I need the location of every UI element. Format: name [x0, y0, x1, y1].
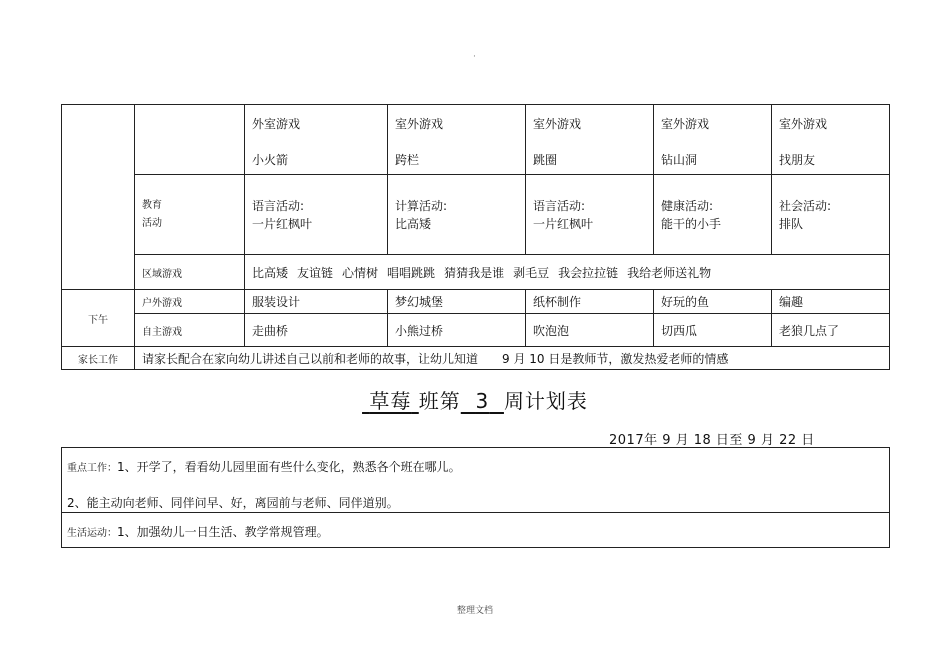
- region-cell: 比高矮 友谊链 心情树 唱唱跳跳 猜猜我是谁 剥毛豆 我会拉拉链 我给老师送礼物: [245, 255, 890, 290]
- table-row: [62, 105, 890, 175]
- title-mid: 班第: [418, 389, 461, 413]
- focus-line-1: 重点工作：1、开学了，看看幼儿园里面有些什么变化，熟悉各个班在哪儿。: [67, 460, 461, 474]
- education-cell: 计算活动: 比高矮: [388, 175, 526, 255]
- empty-cell: [62, 105, 135, 290]
- schedule-table: [61, 104, 890, 370]
- empty-cell: [135, 105, 245, 175]
- education-cell: 健康活动: 能干的小手: [654, 175, 772, 255]
- table-row: [62, 290, 890, 314]
- afternoon-cell: 梦幻城堡: [388, 290, 526, 314]
- parents-cell: 请家长配合在家向幼儿讲述自己以前和老师的故事，让幼儿知道 9 月 10 日是教师节，激发热爱老师的情感: [135, 347, 890, 370]
- education-cell: 语言活动: 一片红枫叶: [526, 175, 654, 255]
- education-cell: 语言活动: 一片红枫叶: [245, 175, 388, 255]
- page-footer: 整理文档: [456, 606, 493, 616]
- week-number: 3: [475, 389, 490, 413]
- afternoon-label: 下午: [62, 290, 135, 347]
- self-games-label: 自主游戏: [135, 314, 245, 347]
- table-row: [62, 314, 890, 347]
- afternoon-cell: 纸杯制作: [526, 290, 654, 314]
- afternoon-cell: 吹泡泡: [526, 314, 654, 347]
- afternoon-cell: 编趣: [772, 290, 890, 314]
- game-cell: 室外游戏 找朋友: [772, 105, 890, 175]
- afternoon-cell: 服装设计: [245, 290, 388, 314]
- game-cell: 室外游戏 跨栏: [388, 105, 526, 175]
- plan-title: [0, 385, 950, 414]
- outdoor-games-label: 户外游戏: [135, 290, 245, 314]
- region-label: 区域游戏: [135, 255, 245, 290]
- table-row: [62, 347, 890, 370]
- page-dot: ·: [473, 52, 476, 62]
- table-row: [62, 255, 890, 290]
- plan-box: [61, 447, 890, 548]
- education-label: 教育 活动: [135, 175, 245, 255]
- class-name: 草莓: [369, 389, 412, 413]
- afternoon-cell: 小熊过桥: [388, 314, 526, 347]
- afternoon-cell: 好玩的鱼: [654, 290, 772, 314]
- table-row: [62, 175, 890, 255]
- date-range: 2017年 9 月 18 日至 9 月 22 日: [609, 433, 815, 448]
- afternoon-cell: 切西瓜: [654, 314, 772, 347]
- game-cell: 室外游戏 跳圈: [526, 105, 654, 175]
- parents-label: 家长工作: [62, 347, 135, 370]
- game-cell: 外室游戏 小火箭: [245, 105, 388, 175]
- afternoon-cell: 老狼几点了: [772, 314, 890, 347]
- life-line-1: 生活运动：1、加强幼儿一日生活、教学常规管理。: [67, 525, 329, 539]
- afternoon-cell: 走曲桥: [245, 314, 388, 347]
- divider: [62, 512, 889, 513]
- education-cell: 社会活动: 排队: [772, 175, 890, 255]
- focus-line-2: 2、能主动向老师、同伴问早、好，离园前与老师、同伴道别。: [67, 496, 399, 510]
- game-cell: 室外游戏 钻山洞: [654, 105, 772, 175]
- title-tail: 周计划表: [503, 389, 588, 413]
